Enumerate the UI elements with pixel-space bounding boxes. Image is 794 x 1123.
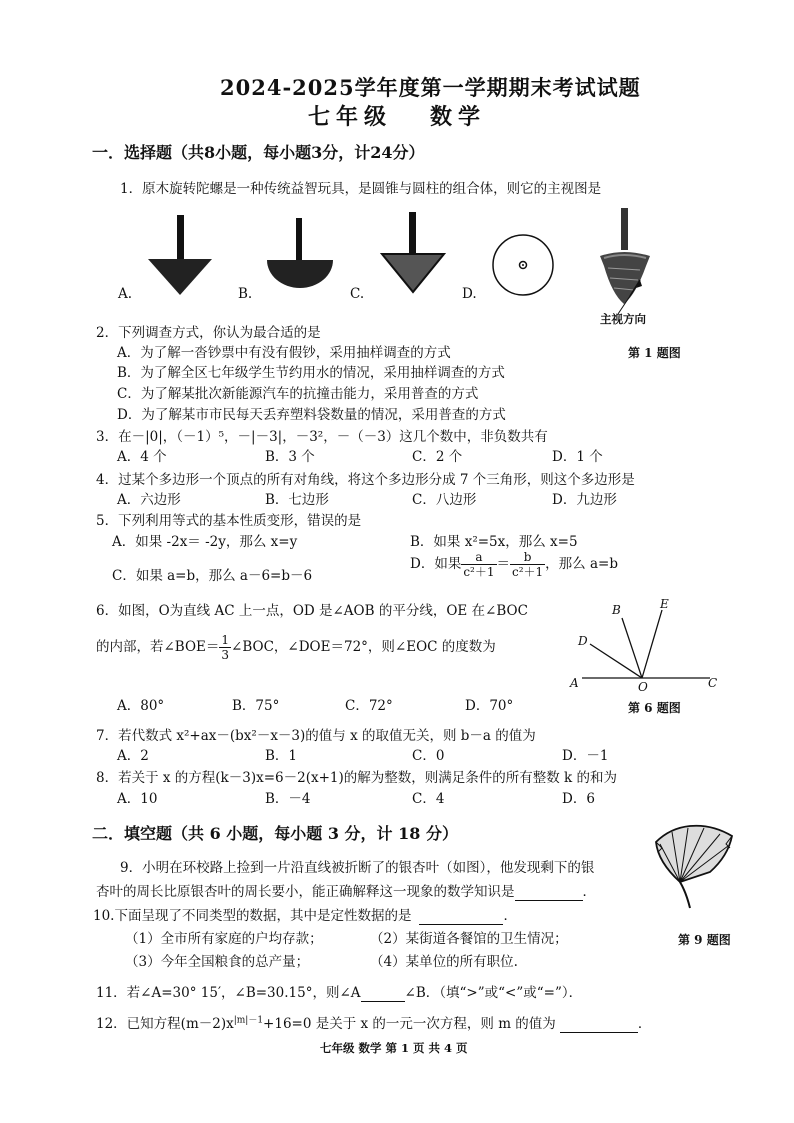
q1-option-b-figure bbox=[265, 218, 337, 288]
q5-option-d-suffix: ，那么 a=b bbox=[545, 556, 618, 572]
q7-option-d: D．－1 bbox=[562, 748, 609, 764]
q6-option-b: B．75° bbox=[232, 698, 280, 714]
q1-option-a-figure bbox=[140, 215, 220, 297]
grade-label: 七年级 bbox=[308, 104, 393, 130]
q11-answer-blank[interactable] bbox=[361, 985, 405, 1002]
q1-view-direction-label: 主视方向 bbox=[600, 312, 646, 326]
q11-prefix: 11．若∠A=30° 15′，∠B=30.15°，则∠A bbox=[96, 985, 361, 1001]
page-footer: 七年级 数学 第 1 页 共 4 页 bbox=[320, 1041, 468, 1055]
q9-text-line2: 杏叶的周长比原银杏叶的周长要小，能正确解释这一现象的数学知识是 ． bbox=[96, 884, 596, 900]
q7-option-b: B．1 bbox=[265, 748, 298, 764]
q1-text: 1．原木旋转陀螺是一种传统益智玩具，是圆锥与圆柱的组合体，则它的主视图是 bbox=[120, 181, 602, 197]
q6-fraction-numerator: 1 bbox=[221, 633, 230, 647]
q5-fraction-2-denominator: c²＋1 bbox=[512, 565, 544, 579]
q6-label-c: C bbox=[708, 676, 718, 690]
q8-text: 8．若关于 x 的方程(k－3)x=6－2(x+1)的解为整数，则满足条件的所有整数 k 的和为 bbox=[96, 770, 618, 786]
q4-option-c: C．八边形 bbox=[412, 492, 477, 508]
q5-option-d-fraction-2 bbox=[510, 550, 545, 579]
q1-spinning-top-figure bbox=[600, 208, 690, 326]
q3-text: 3．在－|0|，（－1）⁵，－|－3|，－3²，－（－3）这几个数中，非负数共有 bbox=[96, 429, 548, 445]
q4-option-b: B．七边形 bbox=[265, 492, 329, 508]
q5-fraction-1-numerator: a bbox=[461, 550, 496, 565]
q9-text-line1: 9．小明在环校路上捡到一片沿直线被折断了的银杏叶（如图），他发现剩下的银 bbox=[120, 860, 595, 876]
q8-option-d: D．6 bbox=[562, 791, 595, 807]
q4-text: 4．过某个多边形一个顶点的所有对角线，将这个多边形分成 7 个三角形，则这个多边形是 bbox=[96, 472, 635, 488]
q4-option-a: A．六边形 bbox=[117, 492, 181, 508]
q9-caption: 第 9 题图 bbox=[678, 933, 731, 947]
q2-option-c: C．为了解某批次新能源汽车的抗撞击能力，采用普查的方式 bbox=[117, 386, 479, 402]
q1-option-d-figure bbox=[490, 232, 556, 298]
q6-text-line2 bbox=[96, 633, 496, 662]
q6-label-b: B bbox=[612, 603, 621, 617]
q5-option-d-equals: ＝ bbox=[496, 556, 510, 572]
q10-item-2: （2）某街道各餐馆的卫生情况； bbox=[370, 931, 568, 947]
q6-caption: 第 6 题图 bbox=[628, 701, 681, 715]
q5-option-b: B．如果 x²=5x，那么 x=5 bbox=[410, 534, 578, 550]
q10-question-text: 10.下面呈现了不同类型的数据，其中是定性数据的是 bbox=[93, 908, 412, 924]
q3-option-b: B．3 个 bbox=[265, 449, 315, 465]
q9-line2-text: 杏叶的周长比原银杏叶的周长要小，能正确解释这一现象的数学知识是 bbox=[96, 884, 515, 900]
q8-option-a: A．10 bbox=[117, 791, 158, 807]
q10-item-3: （3）今年全国粮食的总产量； bbox=[125, 954, 310, 970]
q1-option-c-figure bbox=[378, 212, 448, 294]
q11-text bbox=[96, 981, 582, 1002]
q6-text-line1: 6．如图，O为直线 AC 上一点，OD 是∠AOB 的平分线，OE 在∠BOC bbox=[96, 603, 528, 619]
q6-line2-suffix: ∠BOC，∠DOE＝72°，则∠EOC 的度数为 bbox=[231, 639, 496, 655]
q6-fraction-denominator: 3 bbox=[221, 648, 230, 662]
q2-option-d: D．为了解某市市民每天丢弃塑料袋数量的情况，采用普查的方式 bbox=[117, 407, 506, 423]
subject-label: 数学 bbox=[430, 104, 487, 130]
q8-option-b: B．－4 bbox=[265, 791, 311, 807]
q6-option-d: D．70° bbox=[465, 698, 514, 714]
q12-suffix: +16=0 是关于 x 的一元一次方程，则 m 的值为 bbox=[263, 1016, 556, 1032]
q2-text: 2．下列调查方式，你认为最合适的是 bbox=[96, 325, 321, 341]
q11-suffix: ∠B．（填“>”或“<”或“=”）． bbox=[404, 985, 583, 1001]
q2-option-b: B．为了解全区七年级学生节约用水的情况，采用抽样调查的方式 bbox=[117, 365, 505, 381]
exam-title: 2024-2025学年度第一学期期末考试试题 bbox=[220, 75, 641, 100]
section-heading-choice: 一．选择题（共8小题，每小题3分，计24分） bbox=[92, 143, 425, 162]
q12-answer-blank[interactable] bbox=[560, 1016, 638, 1033]
q1-option-d-label: D. bbox=[462, 286, 477, 302]
q9-answer-blank[interactable] bbox=[515, 884, 583, 901]
q12-prefix: 12．已知方程(m－2)x bbox=[96, 1016, 234, 1032]
q10-item-1: （1）全市所有家庭的户均存款； bbox=[125, 931, 323, 947]
q7-option-a: A．2 bbox=[117, 748, 149, 764]
q2-option-a: A．为了解一沓钞票中有没有假钞，采用抽样调查的方式 bbox=[117, 345, 451, 361]
q6-label-o: O bbox=[638, 680, 648, 694]
q6-fraction bbox=[219, 633, 231, 662]
q1-option-a-label: A. bbox=[118, 286, 133, 302]
q6-label-d: D bbox=[578, 634, 588, 648]
q5-option-d bbox=[410, 550, 618, 579]
q3-option-a: A．4 个 bbox=[117, 449, 167, 465]
q4-option-d: D．九边形 bbox=[552, 492, 617, 508]
q6-label-a: A bbox=[570, 676, 579, 690]
q10-answer-blank[interactable] bbox=[419, 908, 503, 925]
q5-option-c: C．如果 a=b，那么 a－6=b－6 bbox=[112, 568, 313, 584]
q5-option-d-prefix: D．如果 bbox=[410, 556, 462, 572]
q1-option-b-label: B. bbox=[238, 286, 253, 302]
q9-ginkgo-leaf-figure bbox=[650, 822, 740, 912]
q12-text: 12．已知方程$(m-2)x^{|m|-1}+16=0$ 是关于 x 的一元一次方程，则 m 的值为 ． bbox=[96, 1015, 652, 1032]
q6-line2-prefix: 的内部，若∠BOE＝ bbox=[96, 639, 220, 655]
q12-exponent: |m|－1 bbox=[233, 1015, 264, 1026]
q5-option-d-fraction-1 bbox=[461, 550, 496, 579]
q5-text: 5．下列利用等式的基本性质变形，错误的是 bbox=[96, 513, 362, 529]
q7-text: 7．若代数式 x²+ax－(bx²－x－3)的值与 x 的取值无关，则 b－a 的值为 bbox=[96, 728, 536, 744]
q1-caption: 第 1 题图 bbox=[628, 346, 681, 360]
q6-label-e: E bbox=[660, 597, 669, 611]
q6-option-c: C．72° bbox=[345, 698, 393, 714]
q8-option-c: C．4 bbox=[412, 791, 445, 807]
q3-option-d: D．1 个 bbox=[552, 449, 603, 465]
q10-item-4: （4）某单位的所有职位. bbox=[370, 954, 518, 970]
q3-option-c: C．2 个 bbox=[412, 449, 463, 465]
q5-fraction-1-denominator: c²＋1 bbox=[463, 565, 495, 579]
q1-option-c-label: C. bbox=[350, 286, 365, 302]
q6-option-a: A．80° bbox=[117, 698, 165, 714]
q7-option-c: C．0 bbox=[412, 748, 445, 764]
q10-text: 10.下面呈现了不同类型的数据，其中是定性数据的是 ． bbox=[93, 908, 517, 924]
q5-option-a: A．如果 -2x＝ -2y，那么 x=y bbox=[112, 534, 298, 550]
section-heading-fill: 二．填空题（共 6 小题，每小题 3 分，计 18 分） bbox=[92, 824, 458, 843]
q5-fraction-2-numerator: b bbox=[510, 550, 545, 565]
